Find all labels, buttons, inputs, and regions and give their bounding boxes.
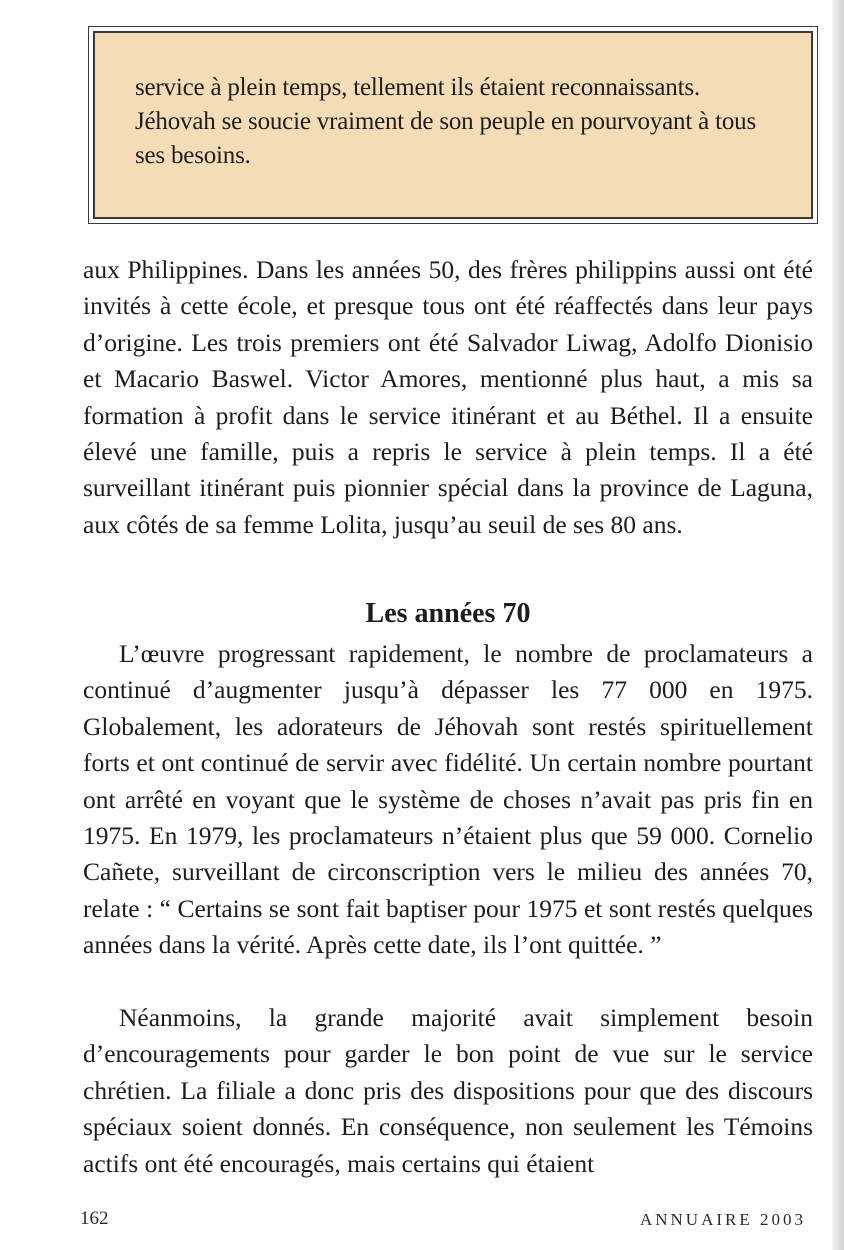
paragraph-1: aux Philippines. Dans les années 50, des frères philippins aussi ont été invités à cette école, et presque tous ont été réaffectés dans leur pays d’origine. Les trois premiers ont été Salvador Liwag, Adolfo Dionisio et Macario Baswel. Victor Amores, mentionné plus haut, a mis sa formation à profit dans le service itinérant et au Béthel. Il a ensuite élevé une famille, puis a repris le service à plein temps. Il a été surveillant itinérant puis pionnier spécial dans la province de Laguna, aux côtés de sa femme Lolita, jusqu’au seuil de ses 80 ans. — [83, 255, 813, 539]
section-heading: Les années 70 — [365, 598, 531, 629]
callout-text: service à plein temps, tellement ils étaient reconnaissants. Jéhovah se soucie vraiment de son peuple en pourvoyant à tous ses besoins. — [135, 74, 756, 169]
running-footer-title: ANNUAIRE 2003 — [639, 1210, 806, 1229]
paragraph-3: Néanmoins, la grande majorité avait simplement besoin d’encouragements pour garder le bon point de vue sur le service chrétien. La filiale a donc pris des dispositions pour que des discours spéciaux soient donnés. En conséquence, non seulement les Témoins actifs ont été encouragés, mais certains qui étaient — [83, 1003, 813, 1178]
callout-inner — [93, 31, 813, 219]
paragraph-2: L’œuvre progressant rapidement, le nombre de proclamateurs a continué d’augmenter jusqu’à dépasser les 77 000 en 1975. Globalement, les adorateurs de Jéhovah sont restés spirituellement forts et ont continué de servir avec fidélité. Un certain nombre pourtant ont arrêté en voyant que le système de choses n’avait pas pris fin en 1975. En 1979, les proclamateurs n’étaient plus que 59 000. Cornelio Cañete, surveillant de circonscription vers le milieu des années 70, relate : “ Certains se sont fait baptiser pour 1975 et sont restés quelques années dans la vérité. Après cette date, ils l’ont quittée. ” — [83, 639, 813, 960]
callout-box — [88, 26, 818, 224]
page-edge-shadow — [832, 0, 844, 1250]
page-number: 162 — [80, 1208, 109, 1229]
